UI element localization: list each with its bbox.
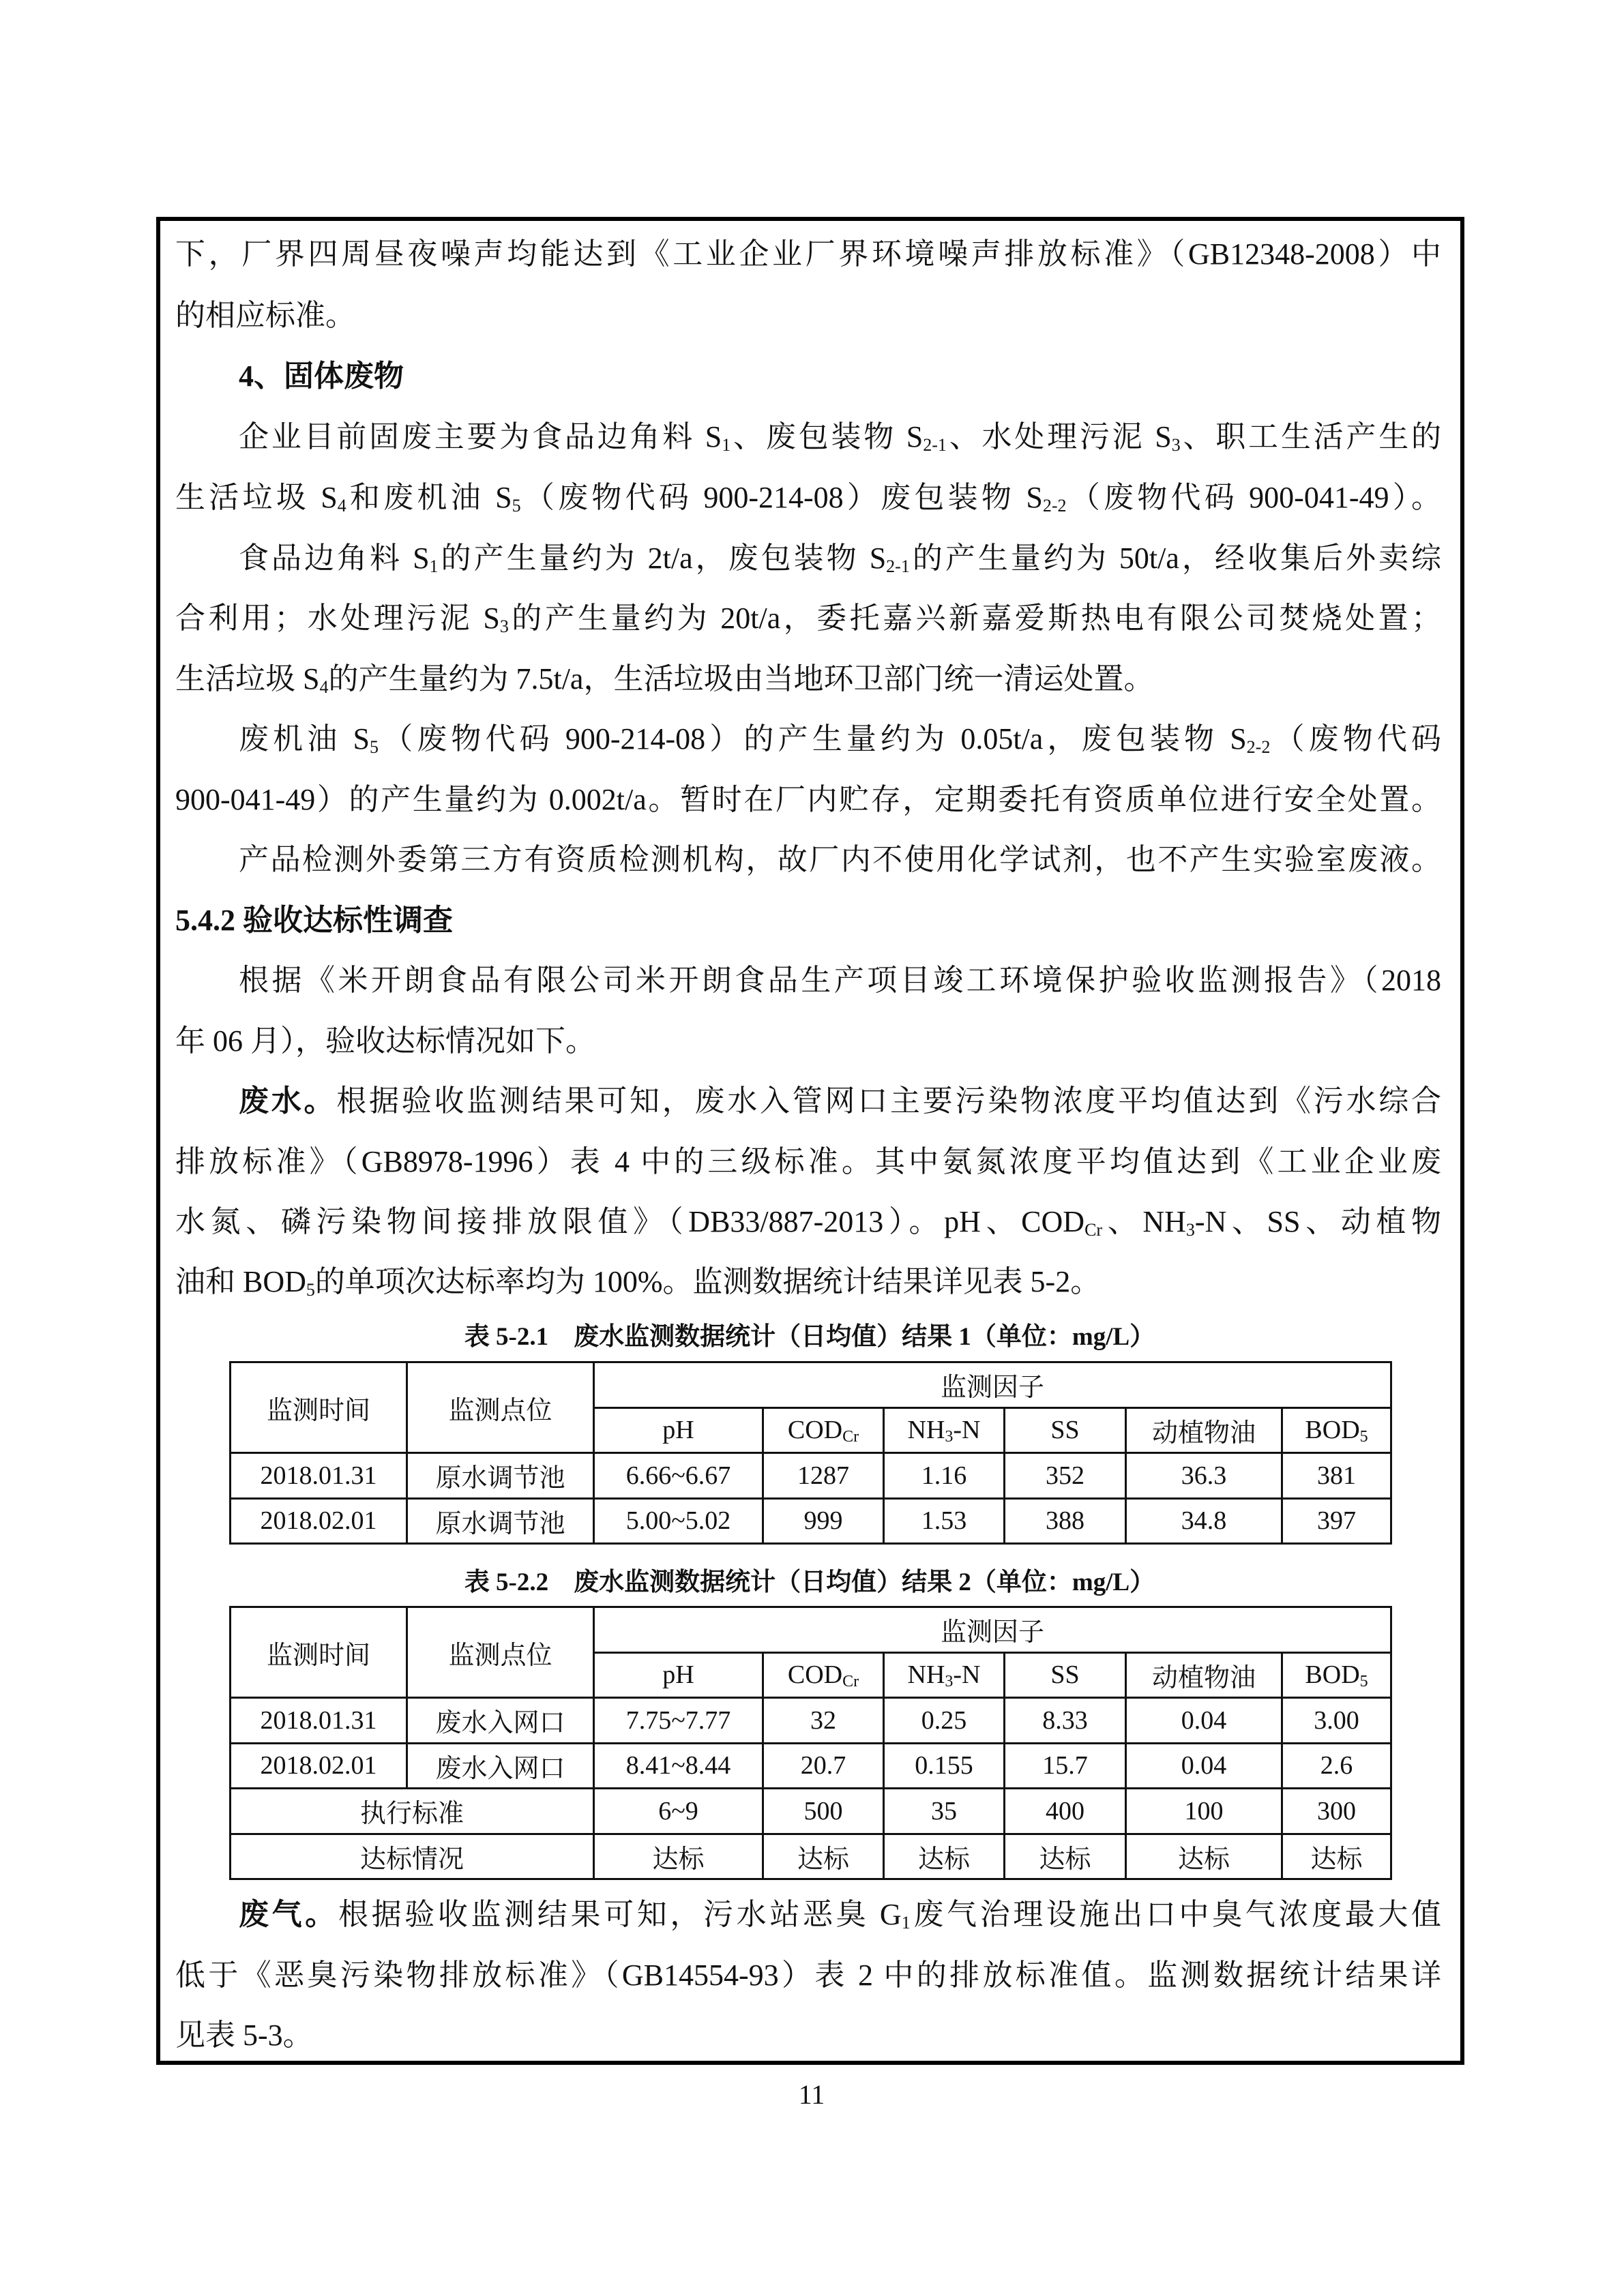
text: 低于《恶臭污染物排放标准》（GB14554-93）表 2 中的排放标准值。监测数据统计结果详 [175,1958,1441,1992]
table-row [231,1743,1391,1789]
table-header-row [231,1607,1391,1653]
cell-value: 8.41~8.44 [594,1743,763,1789]
subscript: 2-1 [886,556,910,576]
text: 、NH [1102,1205,1186,1238]
header-text: -N [953,1416,981,1445]
data-table-1 [229,1361,1392,1545]
text: 900-041-49）的产生量约为 0.002t/a。暂时在厂内贮存，定期委托有资质单位进行安全处置。 [175,783,1441,816]
cell-date: 2018.02.01 [231,1498,407,1544]
cell-value: 100 [1126,1789,1282,1834]
text: 年 06 月），验收达标情况如下。 [175,1024,595,1058]
cell-value: 0.04 [1126,1698,1282,1744]
cell-value: 达标 [763,1834,884,1879]
header-text: BOD [1305,1416,1360,1445]
header-text: -N [953,1660,981,1690]
compliance-row [231,1834,1391,1879]
solid-waste-heading [239,356,1441,397]
compliance-label: 达标情况 [231,1834,594,1879]
subscript: 3 [499,616,509,636]
header-text: pH [662,1416,694,1445]
cell-point: 废水入网口 [407,1698,594,1744]
text: 根据《米开朗食品有限公司米开朗食品生产项目竣工环境保护验收监测报告》（2018 [239,964,1441,997]
table-row [231,1698,1391,1744]
text: （废物代码 900-041-49）。 [1066,481,1441,514]
text-line [175,2015,1441,2056]
cell-value: 15.7 [1005,1743,1126,1789]
text: 生活垃圾 S [175,481,338,514]
cell-value: 6.66~6.67 [594,1453,763,1499]
text: 根据验收监测结果可知，废水入管网口主要污染物浓度平均值达到《污水综合 [336,1084,1441,1118]
header-nh3n [884,1652,1005,1698]
subscript: Cr [842,1428,859,1446]
cell-value: 388 [1005,1498,1126,1544]
header-oil [1126,1407,1282,1453]
subscript: 2-2 [1042,496,1067,516]
cell-value: 36.3 [1126,1453,1282,1499]
text: 、水处理污泥 S [946,420,1172,453]
header-bod [1282,1652,1391,1698]
subscript: 5 [512,496,521,516]
cell-value: 999 [763,1498,884,1544]
subscript: Cr [1084,1220,1103,1240]
text: 、废包装物 S [730,420,924,453]
cell-date: 2018.01.31 [231,1698,407,1744]
cell-value: 34.8 [1126,1498,1282,1544]
cell-value: 1.16 [884,1453,1005,1499]
text-line [239,719,1441,760]
subscript: 4 [319,677,329,697]
text: 根据验收监测结果可知，污水站恶臭 G [338,1898,902,1931]
cell-value: 2.6 [1282,1743,1391,1789]
text-line [175,1262,1441,1302]
text-line [239,1894,1441,1935]
cell-value: 达标 [1282,1834,1391,1879]
header-text: NH [907,1416,945,1445]
header-text: 动植物油 [1151,1418,1256,1448]
heading-text: 5.4.2 验收达标性调查 [175,904,453,937]
text-line [175,779,1441,820]
cell-value: 0.25 [884,1698,1005,1744]
subscript: 3 [1171,435,1181,455]
subscript: 5 [1359,1673,1368,1691]
header-point: 监测点位 [407,1362,594,1453]
text-line [175,659,1441,700]
text: （废物代码 900-214-08）的产生量约为 0.05t/a，废包装物 S [378,722,1247,756]
table-caption: 表 5-2.2 废水监测数据统计（日均值）结果 2（单位：mg/L） [464,1568,1155,1596]
subscript: Cr [842,1673,859,1691]
text: （废物代码 [1270,722,1441,756]
header-oil [1126,1652,1282,1698]
standard-label: 执行标准 [231,1789,594,1834]
text: 的相应标准。 [175,299,355,332]
text-line [239,1081,1441,1122]
subscript: 5 [1359,1428,1368,1446]
cell-value: 1287 [763,1453,884,1499]
cell-date: 2018.01.31 [231,1453,407,1499]
cell-value: 达标 [594,1834,763,1879]
cell-value: 3.00 [1282,1698,1391,1744]
header-text: NH [907,1660,945,1690]
text: -N、SS、动植物 [1194,1205,1441,1238]
cell-point: 原水调节池 [407,1498,594,1544]
table-row [231,1453,1391,1499]
page-number: 11 [798,2079,825,2110]
text: 的产生量约为 20t/a，委托嘉兴新嘉爱斯热电有限公司焚烧处置； [508,601,1441,635]
text: 油和 BOD [175,1265,306,1298]
text: 水氮、磷污染物间接排放限值》（DB33/887-2013）。pH、COD [175,1205,1085,1238]
text-line [175,1142,1441,1182]
text: 的产生量约为 7.5t/a，生活垃圾由当地环卫部门统一清运处置。 [328,662,1154,696]
header-factors: 监测因子 [594,1362,1391,1408]
cell-value: 达标 [884,1834,1005,1879]
subscript: 2-1 [923,435,947,455]
cell-date: 2018.02.01 [231,1743,407,1789]
text-line [239,538,1441,579]
header-cod [763,1652,884,1698]
text: 、职工生活产生的 [1180,420,1441,453]
header-point: 监测点位 [407,1607,594,1698]
cell-value: 20.7 [763,1743,884,1789]
text: 废气治理设施出口中臭气浓度最大值 [910,1898,1442,1931]
cell-value: 6~9 [594,1789,763,1834]
lead-text: 废水。 [239,1084,337,1118]
text: 合利用；水处理污泥 S [175,601,500,635]
text: 废机油 S [239,722,370,756]
table-row [231,1498,1391,1544]
text-line [175,1955,1441,1996]
cell-value: 0.04 [1126,1743,1282,1789]
header-text: 动植物油 [1151,1663,1256,1693]
section-heading [175,900,1441,941]
cell-value: 500 [763,1789,884,1834]
header-factors: 监测因子 [594,1607,1391,1653]
heading-text: 4、固体废物 [239,359,404,393]
text: 食品边角料 S [239,541,430,575]
cell-value: 8.33 [1005,1698,1126,1744]
cell-value: 397 [1282,1498,1391,1544]
cell-value: 7.75~7.77 [594,1698,763,1744]
table-caption: 表 5-2.1 废水监测数据统计（日均值）结果 1（单位：mg/L） [464,1323,1155,1351]
subscript: 1 [429,556,439,576]
header-nh3n [884,1407,1005,1453]
cell-value: 0.155 [884,1743,1005,1789]
text: 的产生量约为 2t/a，废包装物 S [438,541,887,575]
data-table-2 [229,1606,1392,1880]
subscript: 3 [1185,1220,1195,1240]
table-header-row [231,1362,1391,1408]
cell-point: 原水调节池 [407,1453,594,1499]
subscript: 5 [369,737,379,757]
cell-value: 达标 [1005,1834,1126,1879]
text-line [239,417,1441,458]
text: 下，厂界四周昼夜噪声均能达到《工业企业厂界环境噪声排放标准》（GB12348-2008）中 [175,237,1441,271]
cell-value: 35 [884,1789,1005,1834]
header-text: SS [1050,1416,1080,1445]
header-time: 监测时间 [231,1362,407,1453]
subscript: 3 [945,1673,954,1691]
header-text: SS [1050,1660,1080,1690]
standard-row [231,1789,1391,1834]
subscript: 1 [901,1913,911,1933]
text: 排放标准》（GB8978-1996）表 4 中的三级标准。其中氨氮浓度平均值达到《工业企业废 [175,1145,1441,1178]
header-text: COD [787,1660,843,1690]
text: （废物代码 900-214-08）废包装物 S [520,481,1043,514]
header-text: pH [662,1660,694,1690]
text: 的单项次达标率均为 100%。监测数据统计结果详见表 5-2。 [314,1265,1101,1298]
cell-value: 300 [1282,1789,1391,1834]
text: 的产生量约为 50t/a，经收集后外卖综 [909,541,1441,575]
cell-value: 400 [1005,1789,1126,1834]
text: 企业目前固废主要为食品边角料 S [239,420,722,453]
header-bod [1282,1407,1391,1453]
header-cod [763,1407,884,1453]
header-ss [1005,1652,1126,1698]
cell-value: 1.53 [884,1498,1005,1544]
text-line [175,1202,1441,1242]
subscript: 5 [306,1280,315,1300]
header-ph [594,1407,763,1453]
text: 产品检测外委第三方有资质检测机构，故厂内不使用化学试剂，也不产生实验室废液。 [239,843,1441,876]
text: 和废机油 S [346,481,512,514]
cell-value: 5.00~5.02 [594,1498,763,1544]
text-line [175,477,1441,518]
cell-value: 达标 [1126,1834,1282,1879]
text-line [175,234,1441,275]
header-time: 监测时间 [231,1607,407,1698]
lead-text: 废气。 [239,1898,338,1931]
header-text: BOD [1305,1660,1360,1690]
header-text: COD [787,1416,843,1445]
subscript: 4 [337,496,346,516]
subscript: 2-2 [1246,737,1271,757]
header-ph [594,1652,763,1698]
subscript: 1 [722,435,731,455]
text-line [239,960,1441,1001]
text-line [239,839,1441,880]
cell-value: 352 [1005,1453,1126,1499]
subscript: 3 [945,1428,954,1446]
cell-value: 32 [763,1698,884,1744]
text-line [175,598,1441,639]
cell-point: 废水入网口 [407,1743,594,1789]
text: 见表 5-3。 [175,2018,313,2052]
text-line [175,295,1441,336]
text-line [175,1021,1441,1062]
header-ss [1005,1407,1126,1453]
text: 生活垃圾 S [175,662,320,696]
cell-value: 381 [1282,1453,1391,1499]
